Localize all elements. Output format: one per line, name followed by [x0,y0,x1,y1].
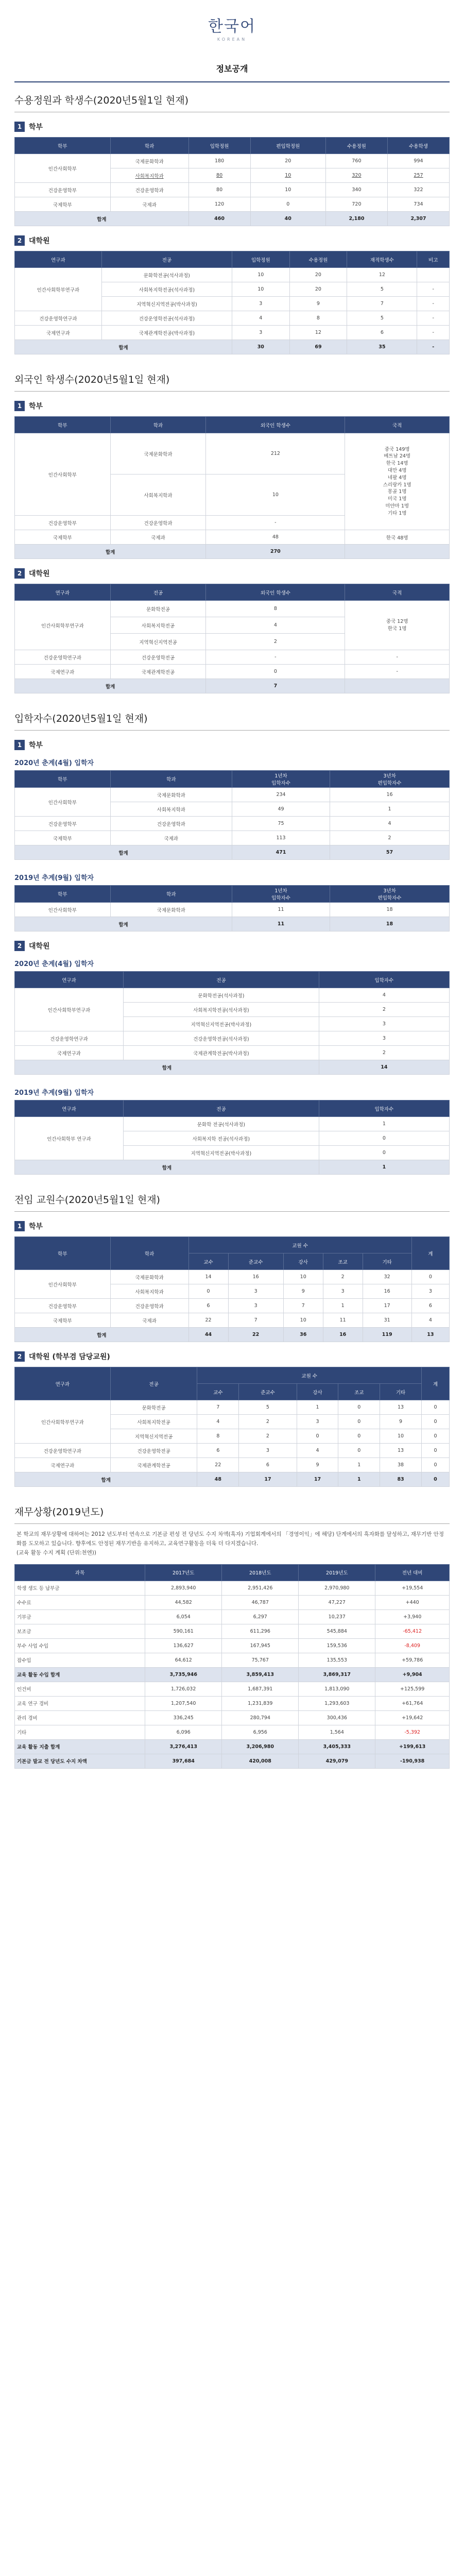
table-cell: 336,245 [145,1710,222,1725]
table-row: 사회복지학 전공(석사과정) 0 [15,1131,450,1146]
table-cell: 부수 사업 수입 [15,1638,145,1653]
table-cell: 3,869,317 [299,1667,375,1682]
table-row [15,1638,450,1653]
table-cell: 수수료 [15,1595,145,1609]
difference-row: 기본금 발교 전 당년도 수지 차액 397,684 420,008 429,079 -190,938 [15,1754,450,1768]
subsection-graduate: 2 대학원 [14,941,450,951]
total-row: 합계 7 [15,679,450,693]
table-cell: 1,293,603 [299,1696,375,1710]
table-row: 국제연구과 국제관계학전공 0 - [15,665,450,679]
total-row: 합계 11 18 [15,917,450,931]
table-row [15,1624,450,1638]
table-row [15,1667,450,1682]
table-row: 건강운영학부 건강운영학과 75 4 [15,817,450,831]
semester-label: 2019년 추계(9월) 입학자 [14,874,94,882]
table-row: 인간사회학부 연구과 문화학 전공(석사과정) 1 [15,1117,450,1131]
table-row: 건강운영학연구과 건강운영학전공(석사과정) 3 [15,1031,450,1046]
table-cell: 3,859,413 [222,1667,299,1682]
table-row: 인간사회학부연구과 문화학전공(석사과정) 4 [15,988,450,1003]
semester-label: 2020년 춘계(4월) 입학자 [14,759,94,767]
semester-label: 2020년 춘계(4월) 입학자 [14,960,94,968]
number-badge: 1 [14,122,25,132]
table-cell: 3,276,413 [145,1739,222,1754]
page-title-bar [14,55,450,82]
table-row: 건강운영학연구과 건강운영학전공 6 3 4 0 13 0 [15,1444,450,1458]
table-cell: 545,884 [299,1624,375,1638]
admissions-undergrad-spring-table: 학부 학과 1년차 입학자수 3년차 편입학자수 인간사회학부 국제문화학과 234 16 사회복지학과 49 1 건강운영학부 건강운영학과 75 4 국제학부 국제과 113 2 합계 471 57 [14,770,450,860]
total-row: 합계 44 22 36 16 119 13 [15,1328,450,1342]
table-row: 국제연구과 국제관계학전공(박사과정) 2 [15,1046,450,1060]
faculty-graduate-table: 연구과 전공 교원 수 계 교수 준교수 강사 조교 기타 인간사회학부연구과 문화학전공 7 5 1 0 13 0 사회복지학전공 4 2 3 0 9 0 지역혁신지역전공 8 2 0 0 10 0 건강운영학연구과 건강운영학전공 6 3 4 0 13 0 국제연구과 국제관계학전공 22 6 9 1 38 0 합계 48 17 17 1 83 0 [14,1367,450,1487]
foreign-graduate-table: 연구과 전공 외국인 학생수 국적 인간사회학부연구과 문화학전공 8 중국 12명 한국 1명 사회복지학전공 4 지역혁신지역전공 2 건강운영학연구과 건강운영학전공 - - 국제연구과 국제관계학전공 0 - 합계 7 [14,584,450,693]
number-badge: 2 [14,568,25,579]
table-cell: 611,296 [222,1624,299,1638]
total-row: 합계 30 69 35 - [15,340,450,354]
table-row: 국제학부 국제과 48 한국 48명 [15,530,450,545]
table-cell: 기타 [15,1725,145,1739]
table-row: 건강운영학연구과 건강운영학전공(석사과정) 4 8 5 - [15,311,450,326]
admissions-undergrad-fall-table: 학부 학과 1년차 입학자수 3년차 편입학자수 인간사회학부 국제문화학과 11 18 합계 11 18 [14,885,450,931]
total-row: 합계 471 57 [15,845,450,860]
table-row [15,1595,450,1609]
admissions-graduate-spring-table: 연구과 전공 입학자수 인간사회학부연구과 문화학전공(석사과정) 4 사회복지학전공(석사과정) 2 지역혁신지역전공(박사과정) 3 건강운영학연구과 건강운영학전공(석사과정) 3 국제연구과 국제관계학전공(박사과정) 2 합계 14 [14,971,450,1075]
table-cell: 135,553 [299,1653,375,1667]
page-title: 정보공개 [216,63,248,74]
capacity-graduate-table: 연구과 전공 입학정원 수용정원 재적학생수 비고 인간사회학부연구과 문화학전공(석사과정) 10 20 12 사회복지학전공(석사과정) 10 20 5 - 지역혁신지역전공(박사과정) 3 9 7 - 건강운영학연구과 건강운영학전공(석사과정) 4 8 5 - 국제연구과 국제관계학전공(박사과정) 3 12 6 - 합계 30 69 35 - [14,251,450,354]
total-row: 합계 1 [15,1160,450,1175]
table-cell: +440 [375,1595,450,1609]
table-cell: 2,970,980 [299,1581,375,1595]
table-cell: 46,787 [222,1595,299,1609]
table-row: 국제연구과 국제관계학전공 22 6 9 1 38 0 [15,1458,450,1472]
section-title-finance: 재무상황(2019년도) [14,1494,450,1524]
table-cell: 6,096 [145,1725,222,1739]
table-row: 국제학부 국제과 113 2 [15,831,450,845]
table-cell: 44,582 [145,1595,222,1609]
table-cell: 136,627 [145,1638,222,1653]
table-row: 사회복지학전공 4 [15,617,450,634]
table-row: 인간사회학부 국제문화학과 11 18 [15,903,450,917]
table-cell: 590,161 [145,1624,222,1638]
nationality-list: 중국 12명 한국 1명 [345,601,450,650]
table-row: 건강운영학연구과 건강운영학전공 - - [15,650,450,665]
section-title-foreign: 외국인 학생수(2020년5월1일 현재) [14,362,450,392]
total-row: 합계 48 17 17 1 83 0 [15,1472,450,1487]
table-row: 인간사회학부연구과 문화학전공 7 5 1 0 13 0 [15,1400,450,1415]
table-cell: 관리 경비 [15,1710,145,1725]
table-row: 인간사회학부 국제문화학과 14 16 10 2 32 0 [15,1270,450,1284]
subsection-graduate: 2 대학원 [14,568,450,579]
table-cell: 교육 연구 경비 [15,1696,145,1710]
table-cell: 3,405,333 [299,1739,375,1754]
table-cell: 2,893,940 [145,1581,222,1595]
table-row: 사회복지학과 49 1 [15,802,450,817]
table-cell: +61,764 [375,1696,450,1710]
number-badge: 2 [14,941,25,951]
foreign-undergrad-table: 학부 학과 외국인 학생수 국적 인간사회학부 국제문화학과 212 중국 149명 베트남 24명 한국 14명 대만 4명 네팔 4명 스리랑카 1명 몽골 1명 미국 1명 미얀마 1명 기타 1명 사회복지학과 10 건강운영학부 건강운영학과 - 국제학부 국제과 48 한국 48명 합계 270 [14,416,450,559]
table-row: 지역혁신지역전공 8 2 0 0 10 0 [15,1429,450,1444]
table-cell: 1,207,540 [145,1696,222,1710]
section-title-admissions: 입학자수(2020년5월1일 현재) [14,701,450,731]
table-cell: 1,687,391 [222,1682,299,1696]
finance-description: 본 학교의 재무상황에 대하여는 2012 년도부터 연속으로 기본금 편성 전 당년도 수지 차액(흑자) 기업회계에서의 「경영이익」에 해당) 단계에서의 흑자화를 달성하고, 재무기반 안정화를 도모하고 있습니다. 향후에도 안정된 재무기반을 유지하고, 교육연구활동을 더욱 더 다지겠습니다. (교육 활동 수지 계획 (단위:천엔)) [16,1531,444,1556]
table-row: 지역혁신지역전공(박사과정) 3 [15,1017,450,1031]
table-cell: 2,951,426 [222,1581,299,1595]
subsection-undergrad: 1 학부 [14,740,450,750]
subsection-undergrad: 1 학부 [14,122,450,132]
admissions-graduate-fall-table: 연구과 전공 입학자수 인간사회학부 연구과 문화학 전공(석사과정) 1 사회복지학 전공(석사과정) 0 지역혁신지역전공(박사과정) 0 합계 1 [14,1100,450,1175]
table-row: 사회복지학과 80 10 320 257 [15,168,450,183]
capacity-undergrad-table: 학부 학과 입학정원 편입학정원 수용정원 수용학생 인간사회학부 국제문화학과 180 20 760 994 사회복지학과 80 10 320 257 건강운영학부 건강운영학과 80 10 340 322 국제학부 국제과 120 0 720 734 합계 460 40 2,180 2,307 [14,137,450,226]
faculty-undergrad-table: 학부 학과 교원 수 계 교수 준교수 강사 조교 기타 인간사회학부 국제문화학과 14 16 10 2 32 0 사회복지학과 0 3 9 3 16 3 건강운영학부 건강운영학과 6 3 7 1 17 6 국제학부 국제과 22 7 10 11 31 4 합계 44 22 36 16 119 13 [14,1236,450,1342]
table-cell: 10,237 [299,1609,375,1624]
table-row: 인간사회학부 국제문화학과 180 20 760 994 [15,154,450,168]
table-cell: 1,726,032 [145,1682,222,1696]
table-cell: 학생 생도 등 납부금 [15,1581,145,1595]
table-row: 건강운영학부 건강운영학과 6 3 7 1 17 6 [15,1299,450,1313]
table-cell: +19,642 [375,1710,450,1725]
table-row: 사회복지학전공(석사과정) 10 20 5 - [15,282,450,297]
table-row: 국제학부 국제과 22 7 10 11 31 4 [15,1313,450,1328]
table-cell: +19,554 [375,1581,450,1595]
table-cell: 교육 활동 지출 합계 [15,1739,145,1754]
number-badge: 2 [14,1351,25,1362]
table-cell: 280,794 [222,1710,299,1725]
table-row: 인간사회학부 국제문화학과 234 16 [15,788,450,802]
total-row: 합계 460 40 2,180 2,307 [15,212,450,226]
section-title-faculty: 전임 교원수(2020년5월1일 현재) [14,1182,450,1212]
table-cell: 300,436 [299,1710,375,1725]
table-cell: 47,227 [299,1595,375,1609]
table-cell: 기부금 [15,1609,145,1624]
table-cell: 3,206,980 [222,1739,299,1754]
number-badge: 1 [14,740,25,750]
table-row [15,1653,450,1667]
subsection-graduate: 2 대학원 [14,235,450,246]
table-cell: +59,786 [375,1653,450,1667]
table-cell: 3,735,946 [145,1667,222,1682]
table-cell: 1,231,839 [222,1696,299,1710]
table-cell: 159,536 [299,1638,375,1653]
number-badge: 1 [14,1221,25,1231]
table-cell: -8,409 [375,1638,450,1653]
header [14,0,450,55]
subsection-graduate: 2 대학원 (학부겸 담당교원) [14,1351,450,1362]
table-cell: 보조금 [15,1624,145,1638]
number-badge: 2 [14,235,25,246]
table-cell: 1,564 [299,1725,375,1739]
table-cell: 167,945 [222,1638,299,1653]
table-row [15,1682,450,1696]
total-row: 합계 14 [15,1060,450,1075]
logo-subtitle: KOREAN [217,37,247,42]
table-row [15,1710,450,1725]
table-row [15,1609,450,1624]
table-cell: 75,767 [222,1653,299,1667]
table-row: 사회복지학전공 4 2 3 0 9 0 [15,1415,450,1429]
table-row: 인간사회학부연구과 문화학전공(석사과정) 10 20 12 [15,268,450,282]
subsection-undergrad: 1 학부 [14,401,450,411]
table-cell: +199,613 [375,1739,450,1754]
nationality-list: 중국 149명 베트남 24명 한국 14명 대만 4명 네팔 4명 스리랑카 1명 몽골 1명 미국 1명 미얀마 1명 기타 1명 [345,433,450,530]
table-row [15,1581,450,1595]
section-title-capacity: 수용정원과 학생수(2020년5월1일 현재) [14,82,450,112]
table-row: 건강운영학부 건강운영학과 - [15,516,450,530]
table-cell: 6,297 [222,1609,299,1624]
table-cell: 잡수입 [15,1653,145,1667]
table-cell: 6,054 [145,1609,222,1624]
table-cell: +125,599 [375,1682,450,1696]
table-cell: 1,813,090 [299,1682,375,1696]
table-row: 지역혁신지역전공 2 [15,634,450,650]
table-row: 국제연구과 국제관계학전공(박사과정) 3 12 6 - [15,326,450,340]
table-cell: 인건비 [15,1682,145,1696]
table-row [15,1725,450,1739]
table-row [15,1696,450,1710]
table-row: 건강운영학부 건강운영학과 80 10 340 322 [15,183,450,197]
semester-label: 2019년 추계(9월) 입학자 [14,1089,94,1097]
table-row: 지역혁신지역전공(박사과정) 3 9 7 - [15,297,450,311]
table-cell: -65,412 [375,1624,450,1638]
table-row: 사회복지학전공(석사과정) 2 [15,1003,450,1017]
total-row: 합계 270 [15,545,450,559]
table-cell: 64,612 [145,1653,222,1667]
table-row: 사회복지학과 10 [15,474,450,516]
table-cell: +3,940 [375,1609,450,1624]
table-cell: 6,956 [222,1725,299,1739]
table-row: 인간사회학부 국제문화학과 212 중국 149명 베트남 24명 한국 14명 대만 4명 네팔 4명 스리랑카 1명 몽골 1명 미국 1명 미얀마 1명 기타 1명 [15,433,450,474]
table-cell: 교육 활동 수입 합계 [15,1667,145,1682]
table-row: 사회복지학과 0 3 9 3 16 3 [15,1284,450,1299]
finance-rows [15,1581,450,1754]
table-row [15,1739,450,1754]
table-row: 인간사회학부연구과 문화학전공 8 중국 12명 한국 1명 [15,601,450,617]
table-row: 국제학부 국제과 120 0 720 734 [15,197,450,212]
finance-table: 과목 2017년도 2018년도 2019년도 전년 대비 학생 생도 등 납부금 2,893,940 2,951,426 2,970,980 +19,554 수수료 44,582 46,787 47,227 +440 기부금 6,054 6,297 10,237 +3,940 보조금 590,161 611,296 545,884 -65,412 부수 사업 수입 136,627 167,945 159,536 -8,409 잡수입 64,612 75,767 135,553 +59,786 교육 활동 수입 합계 3,735,946 3,859,413 3,869,317 +9,904 인건비 1,726,032 1,687,391 1,813,090 +125,599 교육 연구 경비 1,207,540 1,231,839 1,293,603 +61,764 관리 경비 336,245 280,794 300,436 +19,642 기타 6,096 6,956 1,564 -5,392 교육 활동 지출 합계 3,276,413 3,206,980 3,405,333 +199,613 기본금 발교 전 당년도 수지 차액 397,684 420,008 429,079 -190,938 [14,1564,450,1769]
logo[interactable]: 한국어 [208,17,256,36]
subsection-undergrad: 1 학부 [14,1221,450,1231]
table-cell: -5,392 [375,1725,450,1739]
number-badge: 1 [14,401,25,411]
table-cell: +9,904 [375,1667,450,1682]
table-row: 지역혁신지역전공(박사과정) 0 [15,1146,450,1160]
